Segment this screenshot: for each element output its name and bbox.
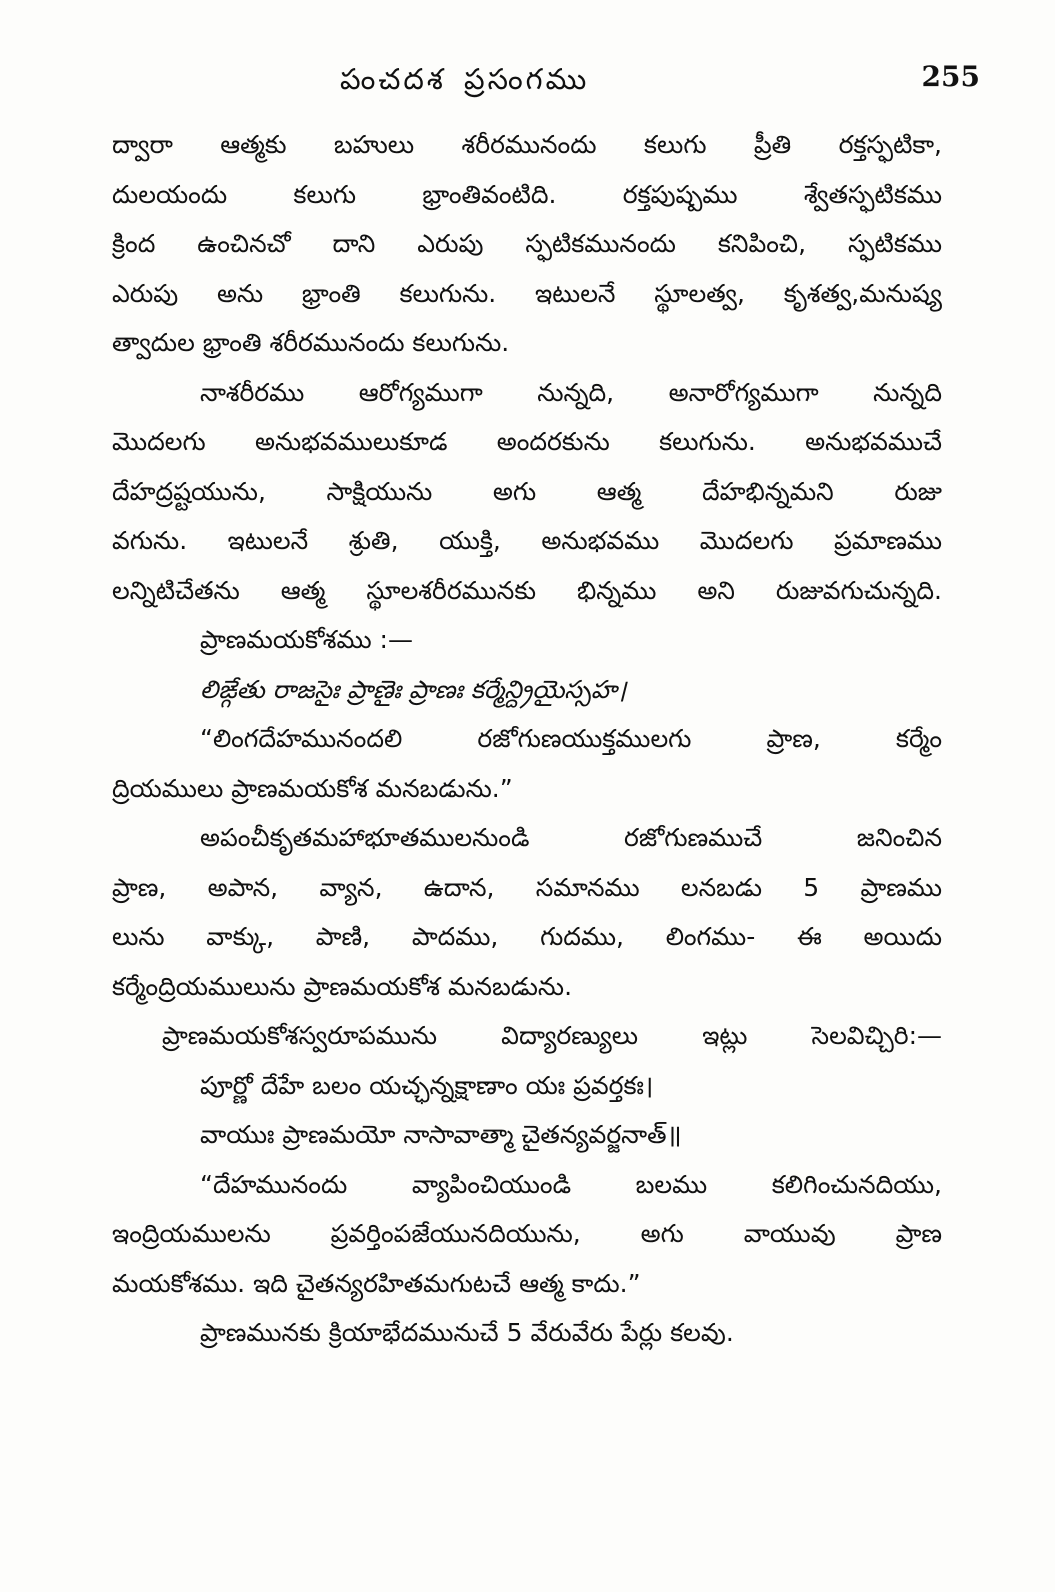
text-line: మొదలగు అనుభవములుకూడ అందరకును కలుగును. అనుభవముచే [112,427,942,456]
paragraph-start-line: అపంచీకృతమహాభూతములనుండి రజోగుణముచే జనించిన [200,823,942,852]
paragraph-start-line: నాశరీరము ఆరోగ్యముగా నున్నది, అనారోగ్యముగా నున్నది [200,377,942,407]
paragraph-start-line: ప్రాణమయకోశస్వరూపమును విద్యారణ్యులు ఇట్లు సెలవిచ్చిరి:— [162,1021,942,1050]
quote-start-line: “లింగదేహమునందలి రజోగుణయుక్తములగు ప్రాణ, కర్మేం [200,724,942,753]
text-line: దేహద్రష్టయును, సాక్షియును అగు ఆత్మ దేహభిన్నమని రుజు [112,476,942,506]
text-line: మయకోశము. ఇది చైతన్యరహితమగుటచే ఆత్మ కాదు.” [112,1268,641,1298]
text-line: ద్వారా ఆత్మకు బహులు శరీరమునందు కలుగు ప్రీతి రక్తస్ఫటికా, [112,130,942,159]
quote-start-line: “దేహమునందు వ్యాపించియుండి బలము కలిగించునదియు, [200,1169,942,1199]
text-line: దులయందు కలుగు భ్రాంతివంటిది. రక్తపుష్పము శ్వేతస్ఫటికము [112,179,942,209]
text-line: లన్నిటిచేతను ఆత్మ స్థూలశరీరమునకు భిన్నము అని రుజువగుచున్నది. [112,575,942,605]
sanskrit-verse-line: లిఙ్గేతు రాజసైః ప్రాణైః ప్రాణః కర్మేన్ద్రియైస్సహ। [200,674,627,704]
text-line: లును వాక్కు, పాణి, పాదము, గుదము, లింగము- ఈ అయిదు [112,922,942,951]
text-line: ప్రాణ, అపాన, వ్యాన, ఉదాన, సమానము లనబడు 5 ప్రాణము [112,872,942,902]
text-line: వగును. ఇటులనే శ్రుతి, యుక్తి, అనుభవము మొదలగు ప్రమాణము [112,526,942,555]
running-title: పంచదశ ప్రసంగము [340,62,590,96]
sanskrit-verse-line: వాయుః ప్రాణమయో నాసావాత్మా చైతన్యవర్జనాత్॥ [200,1120,682,1149]
text-line: ఎరుపు అను భ్రాంతి కలుగును. ఇటులనే స్థూలత్వ, కృశత్వ,మనుష్య [112,278,942,308]
text-line: ఇంద్రియములను ప్రవర్తింపజేయునదియును, అగు వాయువు ప్రాణ [112,1219,942,1248]
text-line: క్రింద ఉంచినచో దాని ఎరుపు స్ఫటికమునందు కనిపించి, స్ఫటికము [112,229,942,258]
section-heading: ప్రాణమయకోశము :— [200,625,413,654]
text-line: కర్మేంద్రియములును ప్రాణమయకోశ మనబడును. [112,971,573,1001]
paragraph-start-line: ప్రాణమునకు క్రియాభేదమునుచే 5 వేరువేరు పేర్లు కలవు. [200,1318,734,1347]
page-header [110,58,980,108]
text-line: త్వాదుల భ్రాంతి శరీరమునందు కలుగును. [112,328,510,357]
body-text [112,120,942,1358]
page-number: 255 [921,60,980,93]
sanskrit-verse-line: పూర్ణో దేహే బలం యచ్ఛన్నక్షాణాం యః ప్రవర్తకః। [200,1070,654,1100]
text-line: ద్రియములు ప్రాణమయకోశ మనబడును.” [112,773,513,803]
